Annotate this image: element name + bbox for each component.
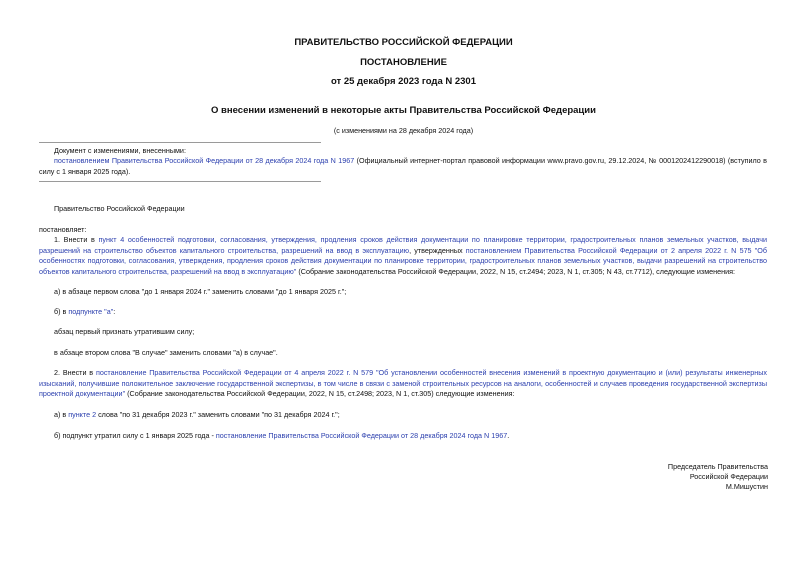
- paragraph-2-start: 2. Внести в: [54, 368, 96, 377]
- paragraph-2a-start: а) в: [54, 410, 69, 419]
- decides-line: постановляет:: [39, 225, 87, 234]
- date-number-heading: от 25 декабря 2023 года N 2301: [330, 76, 476, 87]
- paragraph-1-start: 1. Внести в: [54, 235, 99, 244]
- paragraph-2b-link[interactable]: постановление Правительства Российской Федерации от 28 декабря 2024 года N 1967: [215, 431, 508, 440]
- paragraph-2b-start: б) подпункт утратил силу с 1 января 2025 года -: [54, 431, 216, 440]
- government-heading: ПРАВИТЕЛЬСТВО РОССИЙСКОЙ ФЕДЕРАЦИИ: [294, 37, 513, 48]
- paragraph-1-end: (Собрание законодательства Российской Федерации, 2022, N 15, ст.2494; 2023, N 1, ст.305; N 43, ст.7712), следующие изменения:: [296, 266, 735, 276]
- divider-top: [39, 142, 321, 143]
- paragraph-2a-end: слова "по 31 декабря 2023 г." заменить словами "по 31 декабря 2024 г.";: [96, 410, 340, 419]
- paragraph-1b: [54, 307, 115, 318]
- signature-country: Российской Федерации: [689, 472, 768, 481]
- document-type-heading: ПОСТАНОВЛЕНИЕ: [360, 57, 447, 68]
- divider-bottom: [39, 181, 321, 182]
- paragraph-1-link-2[interactable]: постановлением Правительства Российской Федерации от 2 апреля 2022 г. N 575 "Об особенностях подготовки, согласования, утверждения, продления сроков действия документации по планировке территории, градостроительных планов земельных участков, выдачи разрешений на строительство объектов капитального строительства, разрешений на ввод в эксплуатацию": [39, 245, 768, 276]
- paragraph-1b-item-2: в абзаце втором слова "В случае" заменить словами "а) в случае".: [54, 348, 278, 357]
- paragraph-1-mid: , утвержденных: [409, 245, 466, 255]
- paragraph-1: [39, 235, 767, 277]
- paragraph-1a: а) в абзаце первом слова "до 1 января 2024 г." заменить словами "до 1 января 2025 г.";: [54, 287, 347, 296]
- document-title: О внесении изменений в некоторые акты Правительства Российской Федерации: [211, 105, 596, 116]
- paragraph-1b-end: :: [113, 307, 116, 316]
- changes-note-paragraph: [39, 156, 767, 177]
- paragraph-2b-end: .: [507, 431, 510, 440]
- paragraph-2a-link[interactable]: пункте 2: [68, 410, 97, 419]
- paragraph-1b-item-1: абзац первый признать утратившим силу;: [54, 327, 195, 336]
- paragraph-2: [39, 368, 767, 400]
- paragraph-2-link[interactable]: постановление Правительства Российской Федерации от 4 апреля 2022 г. N 579 "Об установлении особенностей внесения изменений в проектную документацию и (или) результаты инженерных изысканий, получившие положительное заключение государственной экспертизы, в том числе в связи с заменой строительных ресурсов на аналоги, особенностей и случаев проведения государственной экспертизы проектной документации": [39, 368, 767, 399]
- revision-note: (с изменениями на 28 декабря 2024 года): [333, 126, 474, 135]
- paragraph-2a: [54, 410, 340, 421]
- changes-note-text: (Официальный интернет-портал правовой информации www.pravo.gov.ru, 29.12.2024, № 0001202412290018) (вступило в силу с 1 января 2025 года).: [39, 156, 767, 176]
- government-line: Правительство Российской Федерации: [54, 204, 185, 213]
- paragraph-1b-link[interactable]: подпункте "а": [68, 307, 114, 316]
- paragraph-1-link-1[interactable]: пункт 4 особенностей подготовки, согласования, утверждения, продления сроков действия документации по планировке территории, градостроительных планов земельных участков, выдачи разрешений на строительство объектов капитального строительства, разрешений на ввод в эксплуатацию: [39, 235, 767, 255]
- changes-intro: Документ с изменениями, внесенными:: [54, 146, 186, 155]
- paragraph-2-end: (Собрание законодательства Российской Федерации, 2022, N 15, ст.2498; 2023, N 1, ст.305) следующие изменения:: [125, 389, 515, 399]
- paragraph-2b: [54, 431, 509, 442]
- signature-title: Председатель Правительства: [667, 462, 768, 471]
- changes-note-link[interactable]: постановлением Правительства Российской Федерации от 28 декабря 2024 года N 1967: [54, 156, 355, 165]
- paragraph-1b-start: б) в: [54, 307, 69, 316]
- signature-name: М.Мишустин: [725, 482, 768, 491]
